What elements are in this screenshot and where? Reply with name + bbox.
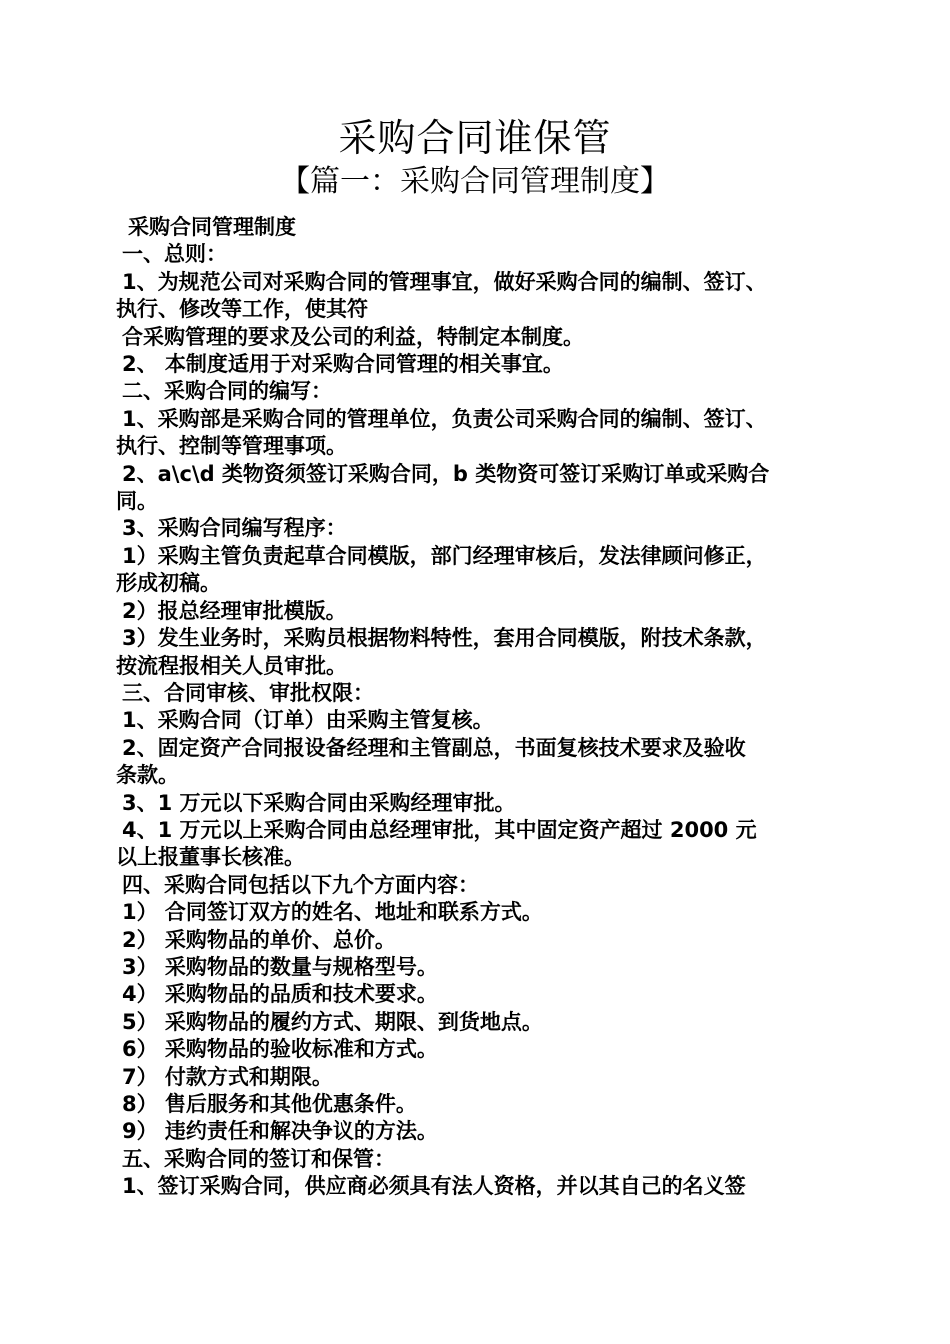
paragraph-line: 合采购管理的要求及公司的利益，特制定本制度。 [122,324,584,349]
list-item: 6） 采购物品的验收标准和方式。 [122,1037,438,1062]
paragraph-line: 按流程报相关人员审批。 [116,653,347,678]
document-title: 采购合同谁保管 [338,116,612,160]
section-heading: 三、合同审核、审批权限： [122,680,374,705]
paragraph-line: 条款。 [116,763,179,788]
paragraph-line: 1、采购合同（订单）由采购主管复核。 [122,708,494,733]
paragraph-line: 2、 本制度适用于对采购合同管理的相关事宜。 [122,352,564,377]
paragraph-line: 执行、修改等工作，使其符 [116,297,368,322]
paragraph-line: 3）发生业务时，采购员根据物料特性，套用合同模版，附技术条款， [122,626,767,651]
paragraph-line: 以上报董事长核准。 [116,845,305,870]
list-item: 1） 合同签订双方的姓名、地址和联系方式。 [122,900,543,925]
list-item: 5） 采购物品的履约方式、期限、到货地点。 [122,1009,543,1034]
paragraph-line: 1、签订采购合同，供应商必须具有法人资格，并以其自己的名义签 [122,1174,746,1199]
document-body [116,214,844,1201]
paragraph-line: 2、a\c\d 类物资须签订采购合同，b 类物资可签订采购订单或采购合 [122,461,770,486]
list-item: 3） 采购物品的数量与规格型号。 [122,954,438,979]
list-item: 8） 售后服务和其他优惠条件。 [122,1092,417,1116]
list-item: 2） 采购物品的单价、总价。 [122,927,396,952]
section-heading: 五、采购合同的签订和保管： [122,1146,395,1171]
paragraph-line: 2、固定资产合同报设备经理和主管副总，书面复核技术要求及验收 [122,735,746,760]
section-heading: 四、采购合同包括以下九个方面内容： [122,872,479,897]
paragraph-line: 形成初稿。 [116,571,221,596]
section-heading: 采购合同管理制度 [128,215,296,239]
paragraph-line: 1、为规范公司对采购合同的管理事宜，做好采购合同的编制、签订、 [122,269,767,294]
paragraph-line: 1、采购部是采购合同的管理单位，负责公司采购合同的编制、签订、 [122,406,767,431]
paragraph-line: 4、1 万元以上采购合同由总经理审批，其中固定资产超过 2000 元 [122,817,757,842]
section-heading: 一、总则： [122,242,227,267]
document-subtitle: 【篇一：采购合同管理制度】 [280,164,670,199]
list-item: 7） 付款方式和期限。 [122,1064,333,1089]
list-item: 9） 违约责任和解决争议的方法。 [122,1119,438,1144]
paragraph-line: 3、1 万元以下采购合同由采购经理审批。 [122,790,516,815]
paragraph-line: 执行、控制等管理事项。 [116,434,347,459]
paragraph-line: 同。 [116,489,158,514]
paragraph-line: 1）采购主管负责起草合同模版，部门经理审核后，发法律顾问修正， [122,543,767,568]
list-item: 4） 采购物品的品质和技术要求。 [122,982,438,1007]
section-heading: 二、采购合同的编写： [122,379,332,404]
paragraph-line: 2）报总经理审批模版。 [122,598,347,623]
paragraph-line: 3、采购合同编写程序： [122,516,347,541]
